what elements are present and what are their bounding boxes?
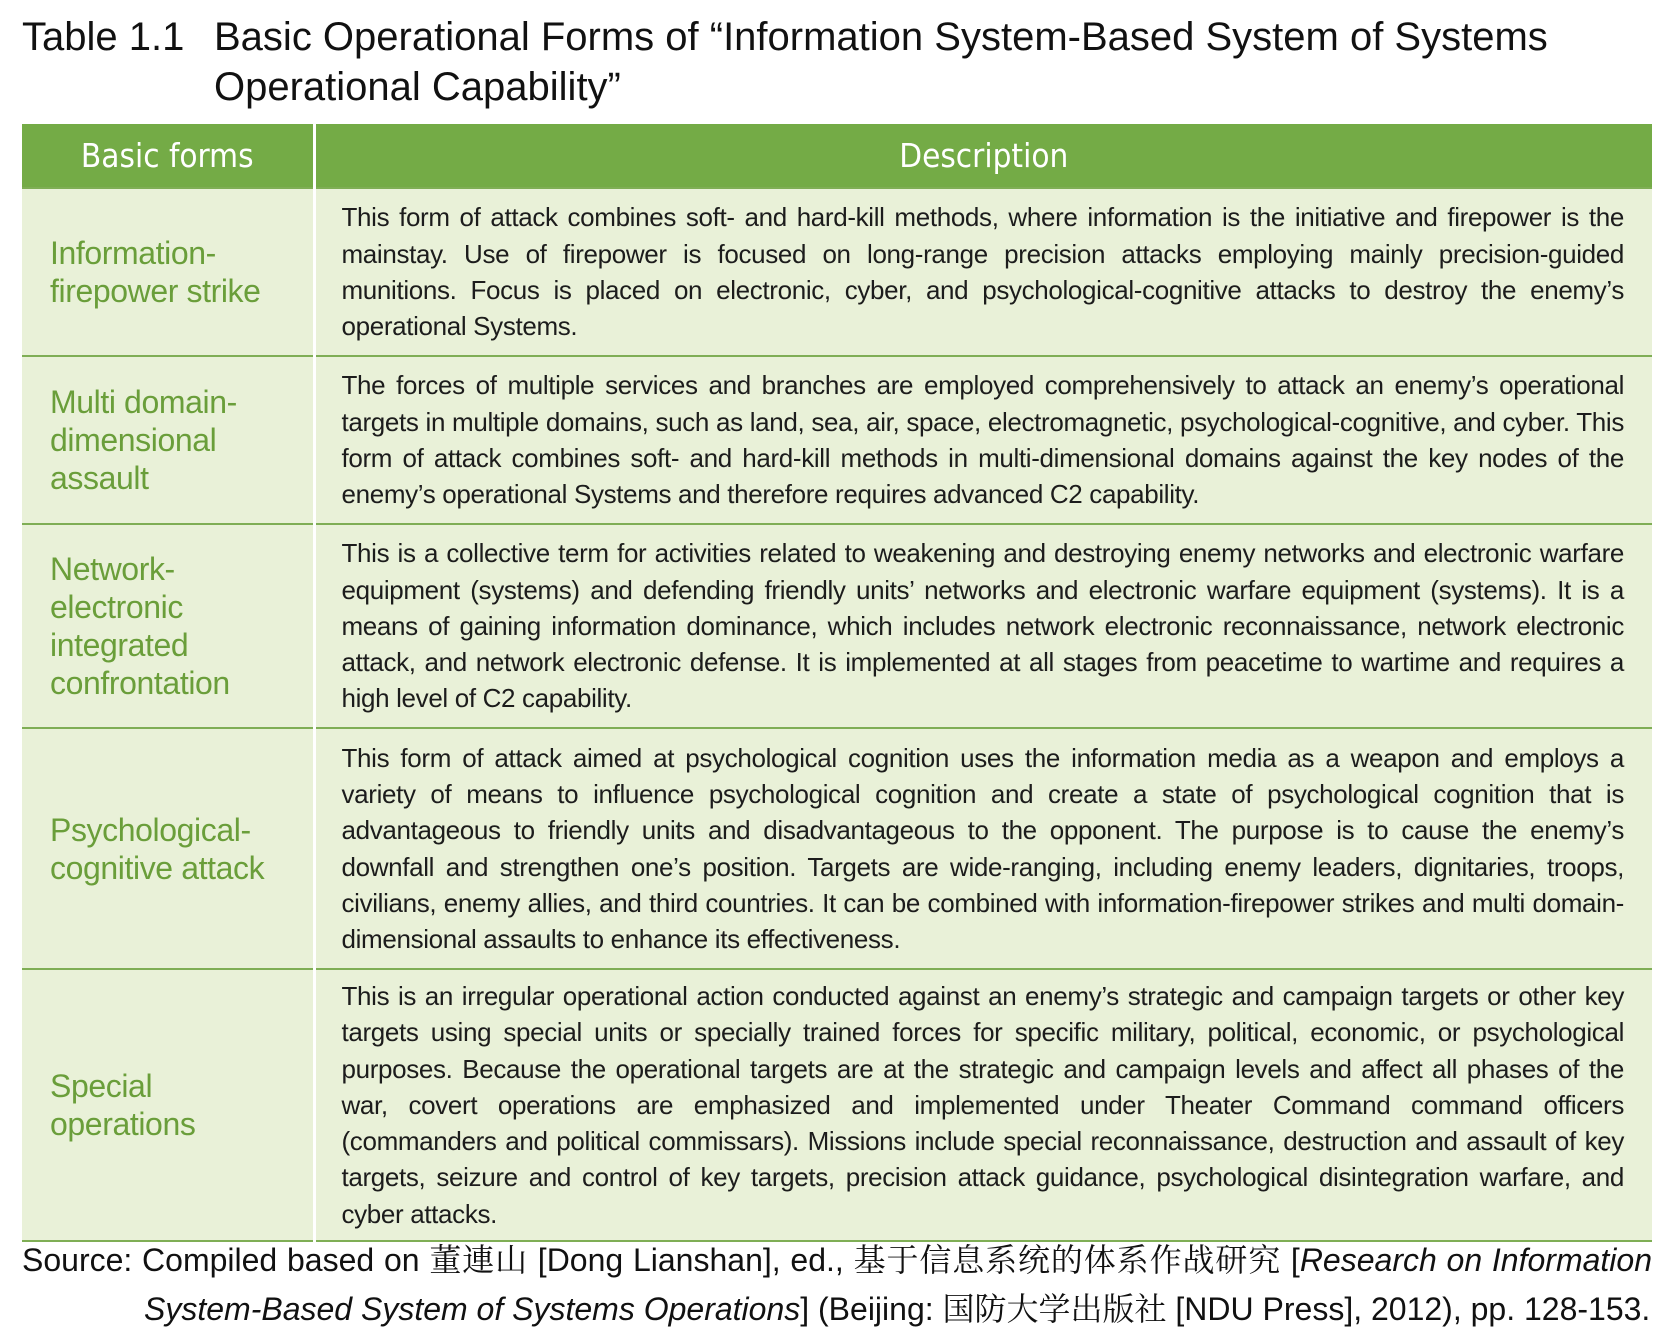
row-form-label: Special operations xyxy=(22,969,314,1241)
table-row xyxy=(22,524,1652,728)
source-suffix: ] (Beijing: 国防大学出版社 [NDU Press], 2012), pp. 128-153. xyxy=(800,1291,1651,1327)
row-form-label: Information-firepower strike xyxy=(22,188,314,356)
source-note xyxy=(22,1236,1652,1334)
row-description: This form of attack aimed at psychological cognition uses the information media as a weapon and employs a variety of means to influence psychological cognition and create a state of psychological cognition that is advantageous to friendly units and disadvantageous to the opponent. The purpose is to cause the enemy’s downfall and strengthen one’s position. Targets are wide-ranging, including enemy leaders, dignitaries, troops, civilians, enemy allies, and third countries. It can be combined with information-firepower strikes and multi domain-dimensional assaults to enhance its effectiveness. xyxy=(314,728,1652,969)
row-description: This is a collective term for activities related to weakening and destroying enemy networks and electronic warfare equipment (systems) and defending friendly units’ networks and electronic warfare equipment (systems). It is a means of gaining information dominance, which includes network electronic reconnaissance, network electronic attack, and network electronic defense. It is implemented at all stages from peacetime to wartime and requires a high level of C2 capability. xyxy=(314,524,1652,728)
table-number: Table 1.1 xyxy=(22,15,185,59)
table-row xyxy=(22,969,1652,1241)
table-row xyxy=(22,728,1652,969)
table-header-row xyxy=(22,124,1652,188)
row-description: This form of attack combines soft- and hard-kill methods, where information is the initiative and firepower is the mainstay. Use of firepower is focused on long-range precision attacks employing mainly precision-guided munitions. Focus is placed on electronic, cyber, and psychological-cognitive attacks to destroy the enemy’s operational Systems. xyxy=(314,188,1652,356)
header-description: Description xyxy=(314,124,1652,188)
row-form-label: Network-electronic integrated confrontation xyxy=(22,524,314,728)
table-title: Basic Operational Forms of “Information System-Based System of Systems Operational Capability” xyxy=(214,15,1548,109)
operational-forms-table xyxy=(22,124,1652,1242)
table-caption xyxy=(22,12,1652,112)
header-basic-forms: Basic forms xyxy=(22,124,314,188)
source-italic-title: Research on Information System-Based System of Systems Operations xyxy=(144,1242,1652,1327)
row-form-label: Psychological-cognitive attack xyxy=(22,728,314,969)
table-row xyxy=(22,356,1652,524)
row-description: The forces of multiple services and branches are employed comprehensively to attack an enemy’s operational targets in multiple domains, such as land, sea, air, space, electromagnetic, psychological-cognitive, and cyber. This form of attack combines soft- and hard-kill methods in multi-dimensional domains against the key nodes of the enemy’s operational Systems and therefore requires advanced C2 capability. xyxy=(314,356,1652,524)
row-description: This is an irregular operational action conducted against an enemy’s strategic and campaign targets or other key targets using special units or specially trained forces for specific military, political, economic, or psychological purposes. Because the operational targets are at the strategic and campaign levels and affect all phases of the war, covert operations are emphasized and implemented under Theater Command command officers (commanders and political commissars). Missions include special reconnaissance, destruction and assault of key targets, seizure and control of key targets, precision attack guidance, psychological disintegration warfare, and cyber attacks. xyxy=(314,969,1652,1241)
row-form-label: Multi domain-dimensional assault xyxy=(22,356,314,524)
source-prefix: Source: Compiled based on 董連山 [Dong Lianshan], ed., 基于信息系统的体系作战研究 [ xyxy=(22,1242,1300,1278)
table-row xyxy=(22,188,1652,356)
